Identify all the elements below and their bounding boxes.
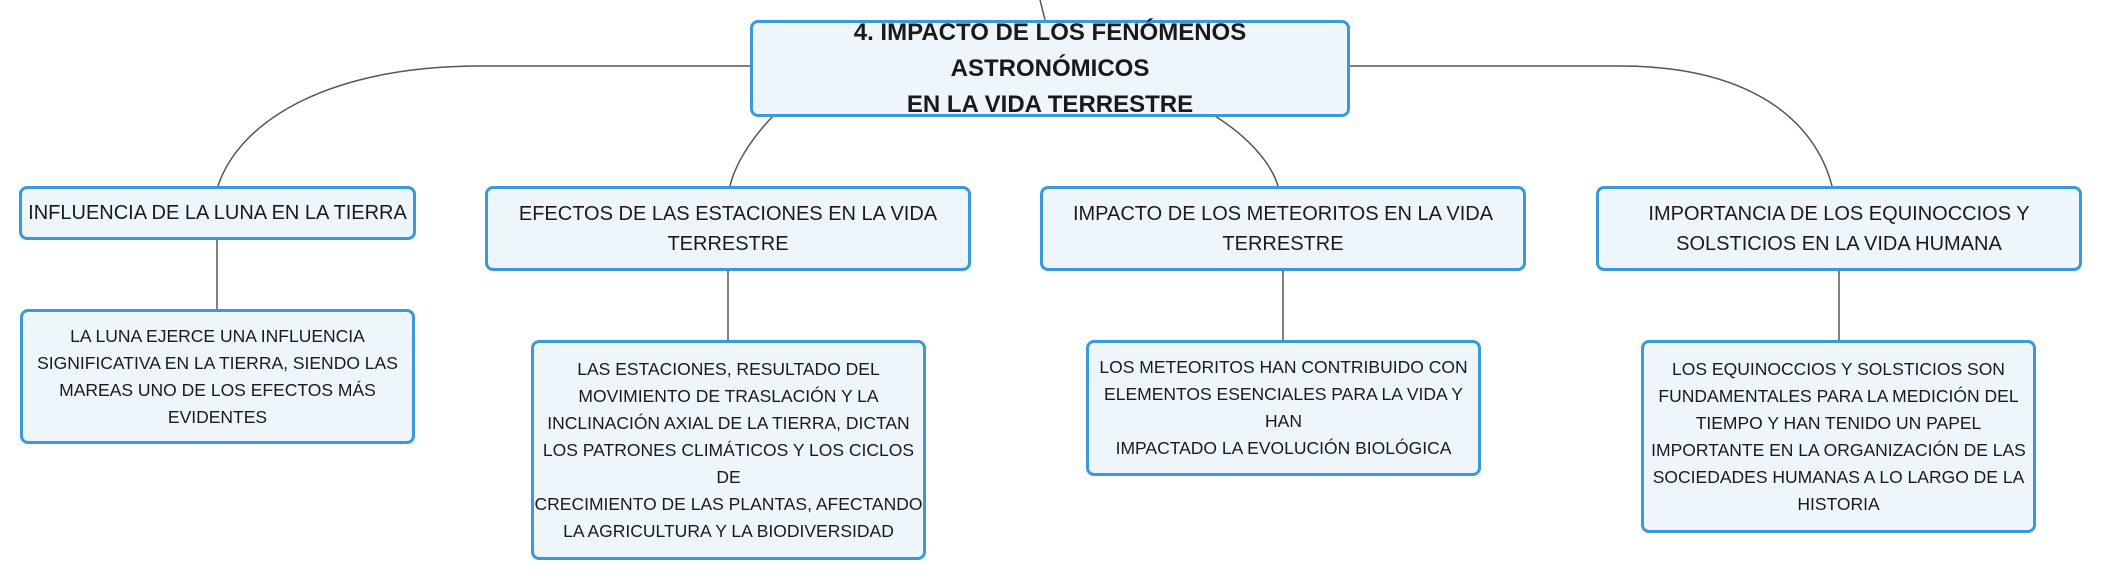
- topic-equinoxes-solstices[interactable]: [1596, 186, 2082, 271]
- connector-root-to-branch-2: [730, 116, 773, 186]
- subtopic-equinoxes-solstices-text: LOS EQUINOCCIOS Y SOLSTICIOS SON FUNDAMENTALES PARA LA MEDICIÓN DEL TIEMPO Y HAN TENIDO UN PAPEL IMPORTANTE EN LA ORGANIZACIÓN DE LAS SOCIEDADES HUMANAS A LO LARGO DE LA HISTORIA: [1651, 358, 2026, 514]
- root-topic-label: 4. IMPACTO DE LOS FENÓMENOS ASTRONÓMICOS EN LA VIDA TERRESTRE: [853, 18, 1247, 118]
- topic-moon-influence-label: INFLUENCIA DE LA LUNA EN LA TIERRA: [28, 202, 407, 224]
- connector-root-to-branch-1: [218, 66, 750, 186]
- subtopic-moon-influence-text: LA LUNA EJERCE UNA INFLUENCIA SIGNIFICATIVA EN LA TIERRA, SIENDO LAS MAREAS UNO DE LOS EFECTOS MÁS EVIDENTES: [37, 325, 398, 427]
- subtopic-meteorites-impact[interactable]: [1086, 340, 1481, 476]
- topic-meteorites-impact[interactable]: [1040, 186, 1526, 271]
- connector-root-to-branch-3: [1215, 116, 1278, 186]
- topic-equinoxes-solstices-label: IMPORTANCIA DE LOS EQUINOCCIOS Y SOLSTICIOS EN LA VIDA HUMANA: [1648, 202, 2030, 255]
- subtopic-seasons-effects[interactable]: [531, 340, 926, 560]
- topic-meteorites-impact-label: IMPACTO DE LOS METEORITOS EN LA VIDA TERRESTRE: [1072, 202, 1494, 255]
- topic-seasons-effects-label: EFECTOS DE LAS ESTACIONES EN LA VIDA TERRESTRE: [518, 202, 938, 255]
- subtopic-moon-influence[interactable]: [20, 309, 415, 444]
- topic-moon-influence[interactable]: [19, 186, 416, 240]
- subtopic-seasons-effects-text: LAS ESTACIONES, RESULTADO DEL MOVIMIENTO DE TRASLACIÓN Y LA INCLINACIÓN AXIAL DE LA TIERRA, DICTAN LOS PATRONES CLIMÁTICOS Y LOS CICLOS DE CRECIMIENTO DE LAS PLANTAS, AFECTANDO LA AGRICULTURA Y LA BIODIVERSIDAD: [534, 358, 923, 541]
- subtopic-equinoxes-solstices[interactable]: [1641, 340, 2036, 533]
- connector-root-to-branch-4: [1350, 66, 1832, 186]
- root-topic[interactable]: [750, 20, 1350, 117]
- topic-seasons-effects[interactable]: [485, 186, 971, 271]
- subtopic-meteorites-impact-text: LOS METEORITOS HAN CONTRIBUIDO CON ELEMENTOS ESENCIALES PARA LA VIDA Y HAN IMPACTADO LA EVOLUCIÓN BIOLÓGICA: [1099, 357, 1468, 458]
